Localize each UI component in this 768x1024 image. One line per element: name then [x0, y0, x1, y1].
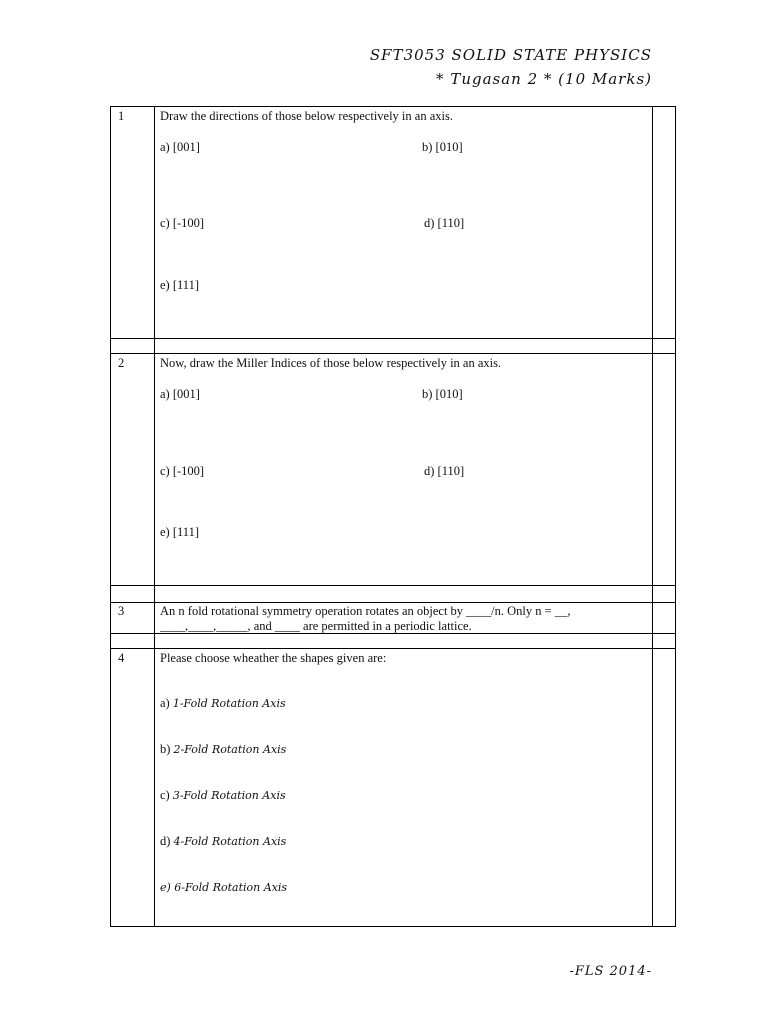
table-col-divider: [652, 106, 653, 927]
table-border-right: [675, 106, 676, 927]
table-rule: [110, 338, 676, 339]
option-c: c) [-100]: [160, 216, 205, 230]
option-e: e) [111]: [160, 525, 199, 539]
question-number: 2: [118, 356, 125, 370]
option-a: a) [001]: [160, 140, 200, 154]
option-d: d) 4-Fold Rotation Axis: [160, 834, 287, 848]
question-prompt: Please choose wheather the shapes given are:: [160, 651, 387, 665]
question-number: 4: [118, 651, 125, 665]
table-rule: [110, 106, 676, 107]
option-e: e) [111]: [160, 278, 199, 292]
table-col-divider: [154, 106, 155, 927]
question-prompt: Now, draw the Miller Indices of those below respectively in an axis.: [160, 356, 502, 370]
question-number: 1: [118, 109, 125, 123]
page-footer: -FLS 2014-: [569, 964, 652, 979]
table-rule: [110, 602, 676, 603]
option-b: b) [010]: [422, 387, 463, 401]
assignment-subtitle: * Tugasan 2 * (10 Marks): [436, 70, 652, 88]
question-prompt-line1: An n fold rotational symmetry operation rotates an object by ____/n. Only n = __,: [160, 604, 571, 618]
table-border-left: [110, 106, 111, 927]
option-e: e) 6-Fold Rotation Axis: [160, 881, 288, 894]
table-rule: [110, 633, 676, 634]
table-rule: [110, 353, 676, 354]
option-a: a) [001]: [160, 387, 200, 401]
table-rule: [110, 585, 676, 586]
option-a: a) 1-Fold Rotation Axis: [160, 696, 286, 710]
option-b: b) 2-Fold Rotation Axis: [160, 742, 287, 756]
option-d: d) [110]: [424, 216, 465, 230]
question-prompt: Draw the directions of those below respectively in an axis.: [160, 109, 453, 123]
option-c: c) 3-Fold Rotation Axis: [160, 788, 286, 802]
option-c: c) [-100]: [160, 464, 205, 478]
option-d: d) [110]: [424, 464, 465, 478]
question-prompt-line2: ____,____,_____, and ____ are permitted in a periodic lattice.: [160, 619, 472, 633]
option-b: b) [010]: [422, 140, 463, 154]
document-title: SFT3053 SOLID STATE PHYSICS: [369, 46, 652, 64]
table-rule: [110, 648, 676, 649]
table-rule: [110, 926, 676, 927]
question-number: 3: [118, 604, 125, 618]
